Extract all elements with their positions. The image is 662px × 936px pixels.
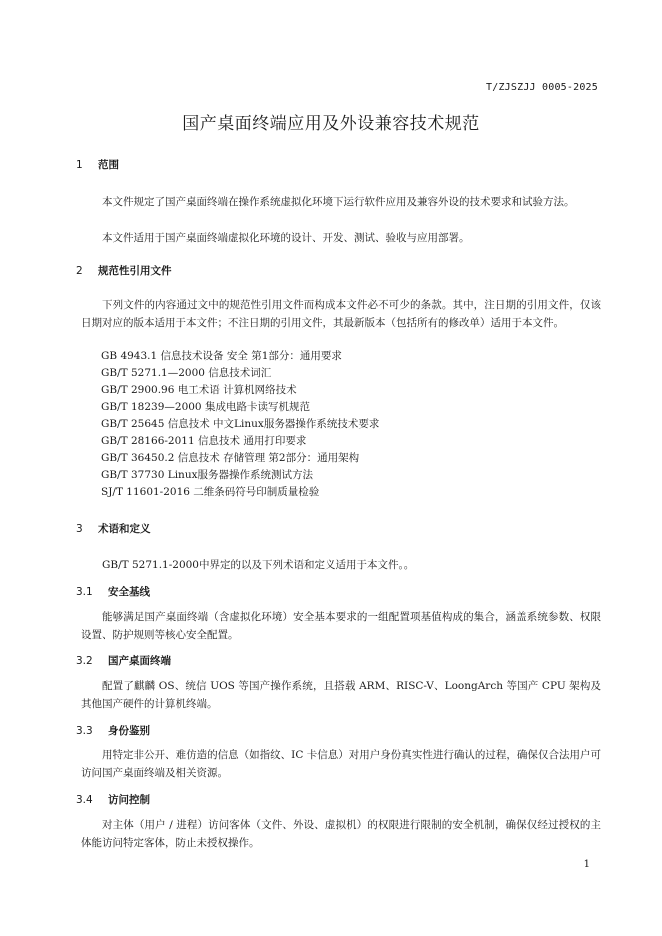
term-3-4-heading <box>76 793 150 809</box>
reference-item: GB/T 25645 信息技术 中文Linux服务器操作系统技术要求 <box>101 418 380 430</box>
section-title: 范围 <box>98 159 119 171</box>
reference-item: GB/T 36450.2 信息技术 存储管理 第2部分：通用架构 <box>101 452 360 464</box>
section-title: 规范性引用文件 <box>98 265 172 277</box>
term-title: 安全基线 <box>108 586 150 598</box>
reference-item: GB/T 2900.96 电工术语 计算机网络技术 <box>101 384 297 396</box>
reference-item: GB/T 28166-2011 信息技术 通用打印要求 <box>101 435 307 447</box>
section-1-heading <box>76 158 119 174</box>
term-3-3-heading <box>76 724 150 740</box>
section-title: 术语和定义 <box>98 523 151 535</box>
section-1-paragraph-2: 本文件适用于国产桌面终端虚拟化环境的设计、开发、测试、验收与应用部署。 <box>102 232 470 244</box>
reference-item: GB/T 37730 Linux服务器操作系统测试方法 <box>101 469 313 481</box>
term-title: 身份鉴别 <box>108 725 150 737</box>
document-number: T/ZJSZJJ 0005-2025 <box>486 82 598 93</box>
term-number: 3.1 <box>76 586 93 598</box>
term-title: 国产桌面终端 <box>108 655 171 667</box>
reference-item: GB/T 18239—2000 集成电路卡读写机规范 <box>101 401 310 413</box>
term-3-1-definition: 能够满足国产桌面终端（含虚拟化环境）安全基本要求的一组配置项基值构成的集合，涵盖系统参数、权限设置、防护规则等核心安全配置。 <box>81 611 601 641</box>
section-1-paragraph-1: 本文件规定了国产桌面终端在操作系统虚拟化环境下运行软件应用及兼容外设的技术要求和试验方法。 <box>102 196 575 208</box>
section-3-intro: GB/T 5271.1-2000中界定的以及下列术语和定义适用于本文件。。 <box>102 559 415 571</box>
section-3-heading <box>76 522 151 538</box>
document-title: 国产桌面终端应用及外设兼容技术规范 <box>182 114 480 134</box>
page-number: 1 <box>583 859 590 870</box>
reference-item: GB 4943.1 信息技术设备 安全 第1部分：通用要求 <box>101 350 342 362</box>
term-number: 3.4 <box>76 794 93 806</box>
section-number: 3 <box>76 523 83 535</box>
term-3-1-heading <box>76 585 150 601</box>
term-3-2-definition: 配置了麒麟 OS、统信 UOS 等国产操作系统，且搭载 ARM、RISC-V、LoongArch 等国产 CPU 架构及其他国产硬件的计算机终端。 <box>81 680 601 710</box>
term-3-2-heading <box>76 654 171 670</box>
term-number: 3.3 <box>76 725 93 737</box>
term-3-3-definition: 用特定非公开、难仿造的信息（如指纹、IC 卡信息）对用户身份真实性进行确认的过程，确保仅合法用户可访问国产桌面终端及相关资源。 <box>81 749 601 779</box>
reference-item: SJ/T 11601-2016 二维条码符号印制质量检验 <box>101 486 320 498</box>
reference-list <box>101 348 379 501</box>
term-3-4-definition: 对主体（用户 / 进程）访问客体（文件、外设、虚拟机）的权限进行限制的安全机制，确保仅经过授权的主体能访问特定客体，防止未授权操作。 <box>81 819 601 849</box>
term-title: 访问控制 <box>108 794 150 806</box>
reference-item: GB/T 5271.1—2000 信息技术词汇 <box>101 367 272 379</box>
section-number: 2 <box>76 265 83 277</box>
section-number: 1 <box>76 159 83 171</box>
term-number: 3.2 <box>76 655 93 667</box>
section-2-intro: 下列文件的内容通过文中的规范性引用文件而构成本文件必不可少的条款。其中，注日期的引用文件，仅该日期对应的版本适用于本文件；不注日期的引用文件，其最新版本（包括所有的修改单）适用于本文件。 <box>81 299 601 329</box>
section-2-heading <box>76 264 172 280</box>
